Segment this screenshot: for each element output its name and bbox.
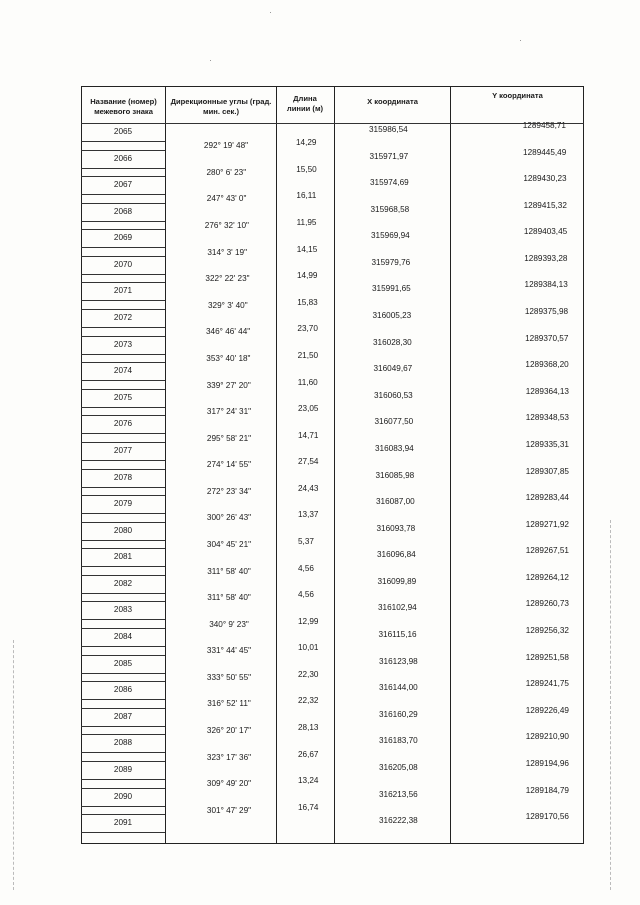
x-coordinate: 316060,53 [374, 390, 413, 400]
row-divider [81, 487, 165, 488]
x-coordinate: 316213,56 [379, 789, 418, 799]
point-name: 2075 [113, 392, 133, 402]
direction-angle: 301° 47' 29" [206, 805, 252, 815]
point-name: 2079 [113, 499, 133, 509]
x-coordinate: 315969,94 [371, 231, 410, 241]
direction-angle: 311° 58' 40" [207, 566, 251, 576]
direction-angle: 316° 52' 11" [207, 699, 251, 709]
y-coordinate: 1289307,85 [525, 466, 569, 476]
y-coordinate: 1289335,31 [525, 439, 569, 449]
line-length: 22,32 [298, 696, 319, 706]
row-divider [81, 469, 165, 470]
y-coordinate: 1289368,20 [525, 360, 569, 370]
y-coordinate: 1289415,32 [523, 200, 567, 210]
point-name: 2080 [113, 525, 133, 535]
point-name: 2090 [113, 791, 133, 801]
line-length: 13,24 [298, 776, 319, 786]
y-coordinate: 1289393,28 [524, 253, 568, 263]
row-divider [81, 540, 165, 541]
direction-angle: 353° 40' 18" [206, 353, 251, 363]
column-divider [165, 86, 166, 844]
line-length: 4,56 [298, 590, 314, 600]
row-divider [81, 681, 165, 682]
point-name: 2071 [113, 286, 133, 296]
row-divider [81, 646, 165, 647]
y-coordinate: 1289241,75 [525, 679, 569, 689]
row-divider [81, 628, 165, 629]
y-coordinate: 1289364,13 [525, 386, 569, 396]
x-coordinate: 316099,89 [377, 576, 417, 586]
point-name: 2085 [113, 658, 133, 668]
x-coordinate: 315991,65 [372, 284, 411, 294]
row-divider [81, 229, 165, 230]
y-coordinate: 1289184,79 [525, 785, 569, 795]
y-coordinate: 1289458,71 [522, 121, 566, 130]
row-divider [81, 601, 165, 602]
direction-angle: 317° 24' 31" [206, 407, 252, 417]
x-coordinate: 316183,70 [379, 736, 418, 746]
point-name: 2074 [113, 366, 133, 376]
direction-angle: 323° 17' 36" [206, 752, 252, 762]
x-coordinate: 315979,76 [371, 257, 411, 267]
header-name: Название (номер) межевого знака [90, 97, 157, 116]
x-coordinate: 316160,29 [379, 709, 418, 719]
line-length: 10,01 [298, 643, 319, 653]
point-name: 2070 [113, 259, 133, 269]
row-divider [81, 176, 165, 177]
row-divider [81, 761, 165, 762]
direction-angle: 346° 46' 44" [206, 327, 251, 337]
row-divider [81, 141, 165, 142]
y-coordinate: 1289267,51 [525, 546, 569, 556]
x-coordinate: 315968,58 [370, 204, 410, 214]
row-divider [81, 806, 165, 807]
header-divider [81, 123, 584, 124]
x-coordinate: 316205,08 [379, 762, 418, 772]
scan-speck [520, 40, 521, 41]
row-divider [81, 415, 165, 416]
direction-angle: 326° 20' 17" [206, 726, 252, 736]
line-length: 24,43 [298, 483, 319, 493]
direction-angle: 276° 32' 10" [204, 221, 249, 231]
point-name: 2091 [113, 818, 133, 828]
line-length: 14,29 [296, 138, 317, 148]
y-coordinate: 1289260,73 [525, 599, 569, 609]
y-coordinate: 1289384,13 [524, 280, 568, 290]
x-coordinate: 316085,98 [375, 470, 415, 480]
direction-angle: 274° 14' 55" [206, 460, 252, 470]
row-divider [81, 566, 165, 567]
row-divider [81, 593, 165, 594]
direction-angle: 295° 58' 21" [206, 433, 252, 443]
x-coordinate: 315986,54 [369, 125, 408, 134]
x-coordinate: 316087,00 [376, 497, 415, 507]
x-coordinate: 316083,94 [375, 443, 414, 453]
x-coordinate: 316093,78 [376, 523, 416, 533]
header-x: X координата [367, 97, 418, 106]
line-length: 15,50 [296, 164, 317, 174]
row-divider [81, 788, 165, 789]
point-name: 2081 [113, 552, 133, 562]
line-length: 4,56 [298, 563, 314, 573]
column-divider [334, 86, 335, 844]
row-divider [81, 282, 165, 283]
scan-margin-mark [610, 520, 611, 890]
row-divider [81, 495, 165, 496]
row-divider [81, 726, 165, 727]
line-length: 23,05 [298, 404, 319, 414]
point-name: 2078 [113, 472, 133, 482]
row-divider [81, 699, 165, 700]
y-coordinate: 1289375,98 [524, 307, 569, 317]
point-name: 2089 [113, 764, 133, 774]
line-length: 11,95 [296, 218, 317, 228]
row-divider [81, 442, 165, 443]
row-divider [81, 309, 165, 310]
row-divider [81, 655, 165, 656]
row-divider [81, 300, 165, 301]
point-name: 2082 [113, 578, 133, 588]
point-name: 2067 [113, 180, 133, 190]
row-divider [81, 752, 165, 753]
x-coordinate: 316005,23 [372, 311, 412, 321]
line-length: 14,15 [296, 244, 318, 254]
y-coordinate: 1289348,53 [525, 413, 569, 423]
line-length: 16,11 [296, 191, 317, 201]
point-name: 2065 [113, 127, 133, 136]
x-coordinate: 315974,69 [370, 178, 409, 188]
point-name: 2072 [113, 313, 133, 323]
line-length: 28,13 [298, 723, 319, 733]
direction-angle: 333° 50' 55" [206, 672, 252, 682]
header-y: Y координата [492, 91, 543, 100]
row-divider [81, 336, 165, 337]
row-divider [81, 256, 165, 257]
x-coordinate: 316222,38 [379, 816, 418, 826]
y-coordinate: 1289430,23 [523, 174, 567, 184]
line-length: 5,37 [298, 536, 314, 546]
row-divider [81, 407, 165, 408]
line-length: 13,37 [298, 510, 319, 520]
point-name: 2068 [113, 206, 133, 216]
line-length: 15,83 [297, 297, 318, 307]
direction-angle: 314° 3' 19" [207, 247, 247, 257]
x-coordinate: 316123,98 [379, 656, 418, 666]
row-divider [81, 832, 165, 833]
row-divider [81, 513, 165, 514]
direction-angle: 292° 19' 48" [203, 141, 249, 151]
direction-angle: 280° 6' 23" [206, 167, 247, 177]
row-divider [81, 203, 165, 204]
y-coordinate: 1289251,58 [525, 652, 569, 662]
point-name: 2069 [113, 233, 133, 243]
row-divider [81, 433, 165, 434]
y-coordinate: 1289194,96 [525, 758, 569, 768]
line-length: 23,70 [297, 324, 318, 334]
row-divider [81, 389, 165, 390]
row-divider [81, 380, 165, 381]
scan-speck [210, 60, 211, 61]
row-divider [81, 734, 165, 735]
row-divider [81, 150, 165, 151]
row-divider [81, 575, 165, 576]
point-name: 2083 [113, 605, 133, 615]
row-divider [81, 354, 165, 355]
y-coordinate: 1289210,90 [525, 732, 569, 742]
y-coordinate: 1289283,44 [525, 493, 569, 503]
y-coordinate: 1289264,12 [525, 572, 569, 582]
point-name: 2087 [113, 711, 133, 721]
direction-angle: 331° 44' 45" [206, 646, 252, 656]
row-divider [81, 327, 165, 328]
y-coordinate: 1289226,49 [525, 705, 569, 715]
header-length: Длина линии (м) [286, 94, 324, 113]
y-coordinate: 1289445,49 [523, 147, 567, 157]
line-length: 16,74 [298, 802, 319, 812]
row-divider [81, 168, 165, 169]
line-length: 14,99 [297, 271, 318, 281]
row-divider [81, 779, 165, 780]
line-length: 27,54 [298, 457, 319, 467]
row-divider [81, 362, 165, 363]
y-coordinate: 1289170,56 [525, 812, 569, 822]
y-coordinate: 1289256,32 [525, 626, 569, 636]
direction-angle: 300° 26' 43" [206, 513, 252, 523]
row-divider [81, 460, 165, 461]
row-divider [81, 522, 165, 523]
y-coordinate: 1289370,57 [525, 333, 569, 343]
point-name: 2073 [113, 339, 133, 349]
x-coordinate: 316077,50 [374, 417, 414, 427]
point-name: 2084 [113, 632, 133, 642]
direction-angle: 247° 43' 0" [206, 194, 247, 204]
row-divider [81, 274, 165, 275]
direction-angle: 304° 45' 21" [206, 539, 252, 549]
line-length: 11,60 [297, 377, 318, 387]
x-coordinate: 316115,16 [378, 630, 417, 640]
row-divider [81, 814, 165, 815]
column-divider [450, 86, 451, 844]
direction-angle: 329° 3' 40" [207, 300, 248, 310]
line-length: 26,67 [298, 749, 319, 759]
row-divider [81, 619, 165, 620]
direction-angle: 322° 22' 23" [205, 274, 250, 284]
row-divider [81, 247, 165, 248]
row-divider [81, 194, 165, 195]
row-divider [81, 708, 165, 709]
row-divider [81, 673, 165, 674]
line-length: 22,30 [298, 669, 319, 679]
direction-angle: 340° 9' 23" [209, 619, 249, 629]
direction-angle: 309° 49' 20" [206, 779, 252, 789]
point-name: 2086 [113, 685, 133, 695]
line-length: 12,99 [298, 616, 319, 626]
coordinates-table [81, 86, 584, 844]
scan-margin-mark [13, 640, 14, 890]
line-length: 14,71 [298, 430, 319, 440]
x-coordinate: 316096,84 [377, 550, 416, 560]
x-coordinate: 316049,67 [373, 364, 413, 374]
direction-angle: 311° 58' 40" [207, 593, 251, 603]
point-name: 2077 [113, 445, 133, 455]
line-length: 21,50 [297, 350, 319, 360]
x-coordinate: 316144,00 [379, 683, 418, 693]
header-angle: Дирекционные углы (град. мин. сек.) [170, 97, 272, 116]
x-coordinate: 316102,94 [378, 603, 417, 613]
direction-angle: 339° 27' 20" [206, 380, 251, 390]
x-coordinate: 315971,97 [369, 151, 409, 161]
y-coordinate: 1289271,92 [525, 519, 569, 529]
scan-speck [270, 12, 271, 13]
direction-angle: 272° 23' 34" [206, 486, 252, 496]
row-divider [81, 548, 165, 549]
y-coordinate: 1289403,45 [523, 227, 568, 237]
x-coordinate: 316028,30 [373, 337, 412, 347]
row-divider [81, 221, 165, 222]
point-name: 2076 [113, 419, 133, 429]
point-name: 2088 [113, 738, 133, 748]
point-name: 2066 [113, 153, 133, 163]
